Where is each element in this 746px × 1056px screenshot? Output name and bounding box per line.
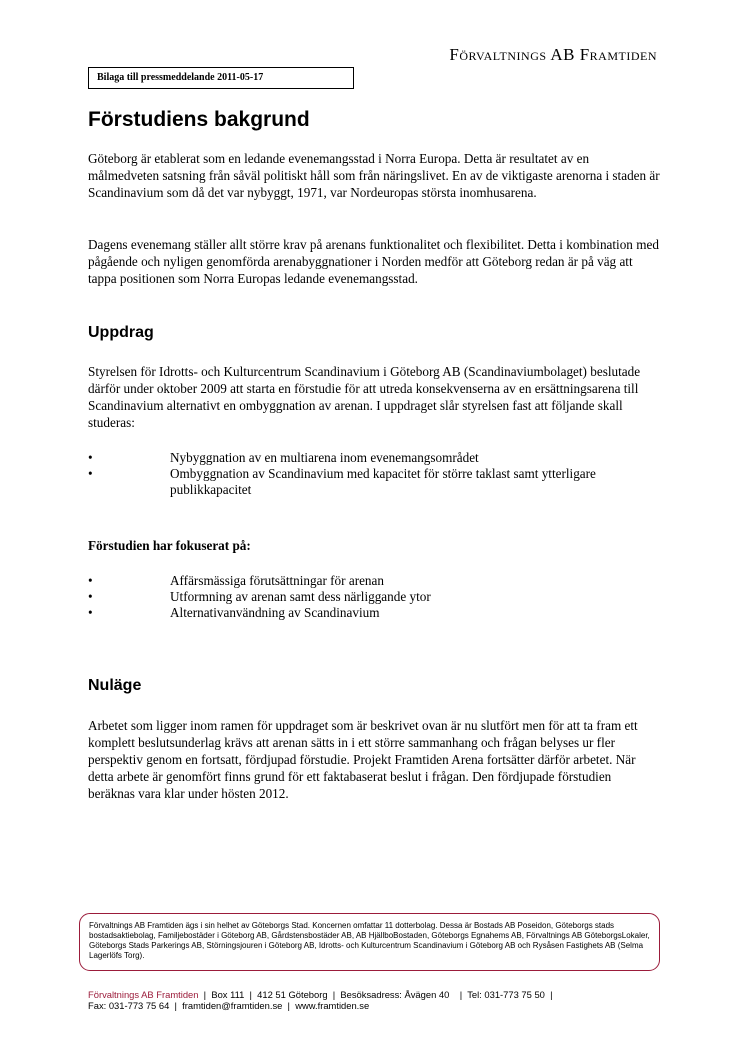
ownership-info-box: Förvaltnings AB Framtiden ägs i sin helhet av Göteborgs Stad. Koncernen omfattar 11 dotterbolag. Dessa är Bostads AB Poseidon, Göteborgs stads bostadsaktiebolag, Familjebostäder i Göteborg AB, Gårdstensbostäder AB, AB HjällboBostaden, Göteborgs Egnahems AB, Förvaltnings AB GöteborgsLokaler, Göteborgs Stads Parkerings AB, Störningsjouren i Göteborg AB, Idrotts- och Kulturcentrum Scandinavium i Göteborg AB och Rysåsen Fastighets AB (Selma Lagerlöfs Torg). — [79, 913, 660, 971]
list-item — [88, 466, 660, 498]
intro-paragraph-2: Dagens evenemang ställer allt större krav på arenans funktionalitet och flexibilitet. Detta i kombination med pågående och nyligen genomförda arenabyggnationer i Norden medför att Göteborg redan är på väg att tappa positionen som Norra Europas ledande evenemangsstad. — [88, 237, 659, 286]
fokus-label: Förstudien har fokuserat på: — [88, 538, 251, 553]
bullet: • — [88, 589, 93, 604]
footer-company-name: Förvaltnings AB Framtiden — [88, 989, 199, 1000]
bullet: • — [88, 605, 93, 620]
page-title: Förstudiens bakgrund — [88, 108, 310, 131]
list-item-text: Utformning av arenan samt dess närliggande ytor — [170, 589, 431, 604]
company-brand: Förvaltnings AB Framtiden — [449, 45, 657, 64]
bullet: • — [88, 450, 93, 465]
list-item — [88, 605, 660, 621]
uppdrag-list — [88, 450, 660, 498]
contact-line-1 — [88, 989, 668, 1000]
list-item — [88, 573, 660, 589]
fokus-list — [88, 573, 660, 621]
contact-footer — [88, 989, 668, 1011]
list-item — [88, 450, 660, 466]
intro-paragraph-1: Göteborg är etablerat som en ledande evenemangsstad i Norra Europa. Detta är resultatet av en målmedveten satsning från såväl politiskt håll som från näringslivet. En av de viktigaste arenorna i staden är Scandinavium som då det var nybyggt, 1971, var Nordeuropas största inomhusarena. — [88, 151, 660, 200]
list-item — [88, 589, 660, 605]
press-release-attachment-label: Bilaga till pressmeddelande 2011-05-17 — [88, 67, 354, 89]
uppdrag-paragraph: Styrelsen för Idrotts- och Kulturcentrum Scandinavium i Göteborg AB (Scandinaviumbolaget) beslutade därför under oktober 2009 att starta en förstudie för att utreda konsekvenserna av en ersättningsarena till Scandinavium alternativt en ombyggnation av arenan. I uppdraget slår styrelsen fast att följande skall studeras: — [88, 364, 641, 430]
list-item-text: Ombyggnation av Scandinavium med kapacitet för större taklast samt ytterligare publikkapacitet — [170, 466, 596, 497]
contact-line-2: Fax: 031-773 75 64 | framtiden@framtiden.se | www.framtiden.se — [88, 1000, 370, 1011]
footer-address: | Box 111 | 412 51 Göteborg | Besöksadress: Åvägen 40 | Tel: 031-773 75 50 | — [198, 989, 553, 1000]
list-item-text: Affärsmässiga förutsättningar för arenan — [170, 573, 384, 588]
nulage-paragraph: Arbetet som ligger inom ramen för uppdraget som är beskrivet ovan är nu slutfört men för att ta fram ett komplett beslutsunderlag krävs att arenan sätts in i ett större sammanhang och frågan belyses ur fler perspektiv genom en fortsatt, fördjupad förstudie. Projekt Framtiden Arena fortsätter därför arbetet. När detta arbete är genomfört finns grund för ett faktabaserat beslut i frågan. Den fördjupade förstudien beräknas vara klar under hösten 2012. — [88, 718, 638, 801]
section-heading-nulage: Nuläge — [88, 677, 142, 694]
bullet: • — [88, 466, 93, 481]
list-item-text: Nybyggnation av en multiarena inom evenemangsområdet — [170, 450, 479, 465]
list-item-text: Alternativanvändning av Scandinavium — [170, 605, 380, 620]
section-heading-uppdrag: Uppdrag — [88, 324, 154, 341]
bullet: • — [88, 573, 93, 588]
